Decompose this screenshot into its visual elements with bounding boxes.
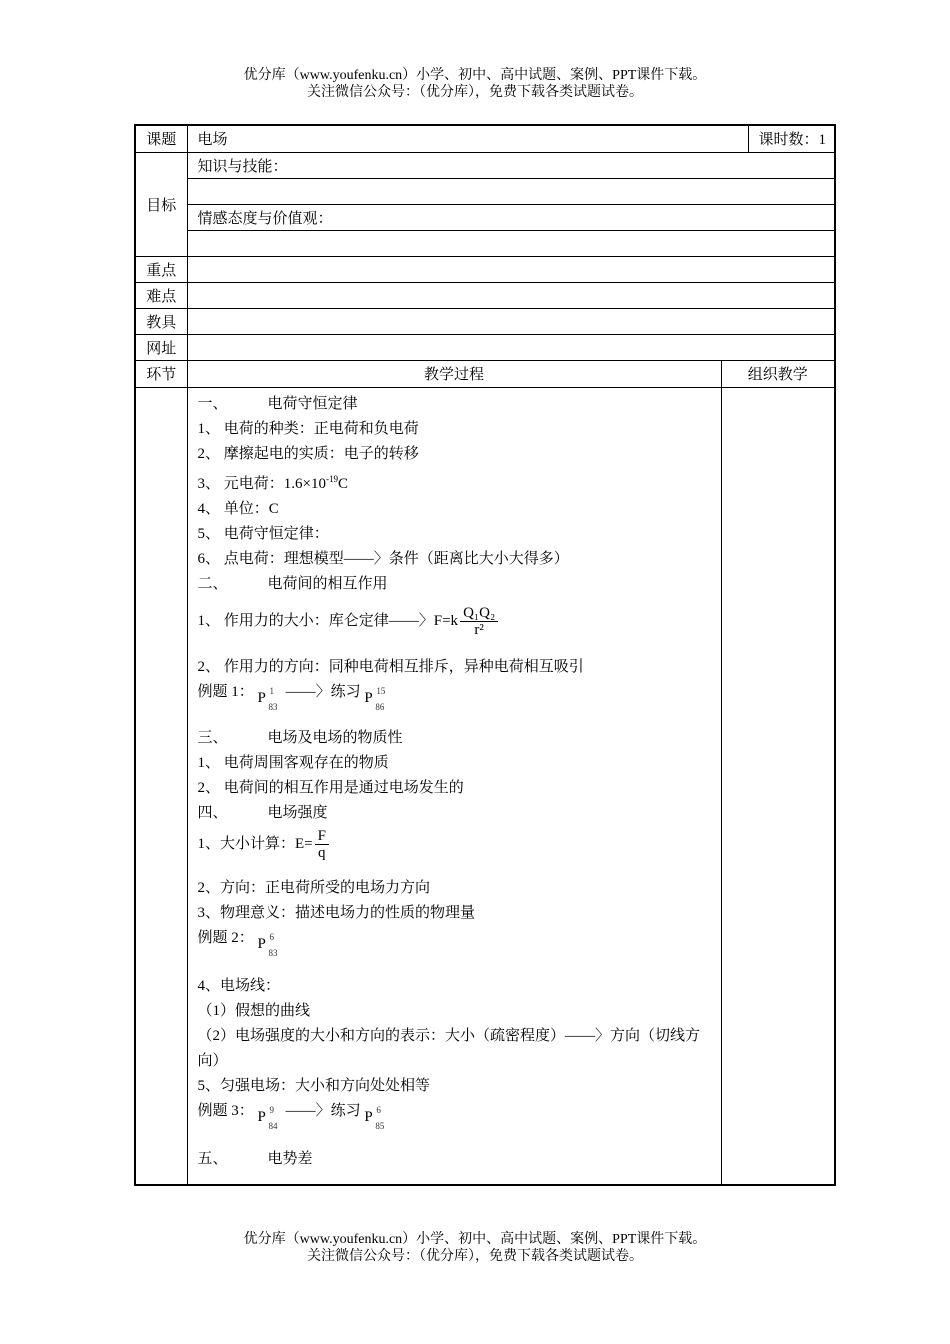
section-3-heading: 三、 电场及电场的物质性 xyxy=(197,729,403,746)
header-line-1: 优分库（www.youfenku.cn）小学、初中、高中试题、案例、PPT课件下载。 xyxy=(243,68,707,83)
s4-item-2: 2、方向：正电荷所受的电场力方向 xyxy=(197,879,431,896)
s4-item-3: 3、物理意义：描述电场力的性质的物理量 xyxy=(197,904,476,921)
col-process-header: 教学过程 xyxy=(187,360,721,387)
key-value xyxy=(187,256,835,282)
tools-label: 教具 xyxy=(135,308,187,334)
s3-item-1: 1、 电荷周围客观存在的物质 xyxy=(197,754,389,771)
s2-item-1: 1、 作用力的大小：库仑定律——〉F=k $\frac{\text{Q₁Q₂}}{\text{r²}}$ xyxy=(198,605,713,655)
page-ref: P 15 86 xyxy=(364,685,386,712)
example-1: 例题 1： P 1 83 ——〉练习 P 15 86 xyxy=(198,680,713,726)
page-ref: P 1 83 xyxy=(257,685,278,712)
goal-emotion-blank xyxy=(187,230,835,256)
section-4-heading: 四、 电场强度 xyxy=(197,804,328,821)
s1-item-1: 1、 电荷的种类：正电荷和负电荷 xyxy=(197,420,419,437)
example-2: 例题 2： P 6 83 xyxy=(198,926,713,974)
page-ref: P 9 84 xyxy=(257,1104,278,1131)
s4-item-4: 4、电场线： xyxy=(197,977,281,994)
footer-line-1: 优分库（www.youfenku.cn）小学、初中、高中试题、案例、PPT课件下载。 xyxy=(243,1232,707,1247)
key-label: 重点 xyxy=(135,256,187,282)
s3-item-2: 2、 电荷间的相互作用是通过电场发生的 xyxy=(197,779,464,796)
s2-item-2: 2、 作用力的方向：同种电荷相互排斥，异种电荷相互吸引 xyxy=(197,658,584,675)
s1-item-4: 4、 单位：C xyxy=(197,500,279,517)
page-header xyxy=(0,67,950,101)
lesson-plan-table xyxy=(134,124,836,1186)
difficulty-label: 难点 xyxy=(135,282,187,308)
section-2-heading: 二、 电荷间的相互作用 xyxy=(197,575,388,592)
page-footer xyxy=(0,1231,950,1265)
s4-item-1: 1、大小计算：E= $\frac{F}{q}$ xyxy=(198,826,713,876)
org-cell xyxy=(721,387,835,1185)
goal-knowledge-blank xyxy=(187,178,835,204)
goal-knowledge: 知识与技能： xyxy=(187,152,835,178)
page-ref: P 6 85 xyxy=(364,1104,385,1131)
url-label: 网址 xyxy=(135,334,187,360)
field-strength-fraction: $\frac{F}{q}$ xyxy=(315,828,329,861)
topic-value: 电场 xyxy=(187,125,748,152)
goal-emotion: 情感态度与价值观： xyxy=(187,204,835,230)
header-line-2: 关注微信公众号：（优分库），免费下载各类试题试卷。 xyxy=(307,85,643,100)
example-3: 例题 3： P 9 84 ——〉练习 P 6 85 xyxy=(198,1099,713,1147)
s1-item-2: 2、 摩擦起电的实质：电子的转移 xyxy=(197,445,419,462)
topic-label: 课题 xyxy=(135,125,187,152)
s1-item-3: 3、 元电荷：$1.6\times 10^{-19}C$ xyxy=(197,473,348,492)
coulomb-fraction: $\frac{\text{Q₁Q₂}}{\text{r²}}$ xyxy=(460,605,498,638)
s1-item-6: 6、 点电荷：理想模型——〉条件（距离比大小大得多） xyxy=(197,550,569,567)
section-5-heading: 五、 电势差 xyxy=(197,1150,313,1167)
s4-item-4-1: （1）假想的曲线 xyxy=(197,1002,311,1019)
process-cell xyxy=(187,387,721,1185)
tools-value xyxy=(187,308,835,334)
goal-label: 目标 xyxy=(135,152,187,256)
s4-item-5: 5、匀强电场：大小和方向处处相等 xyxy=(197,1077,431,1094)
difficulty-value xyxy=(187,282,835,308)
s4-item-4-2: （2）电场强度的大小和方向的表示：大小（疏密程度）——〉方向（切线方向） xyxy=(197,1027,701,1069)
section-1-heading: 一、 电荷守恒定律 xyxy=(197,395,358,412)
page-ref: P 6 83 xyxy=(257,931,278,958)
s1-item-5: 5、 电荷守恒定律： xyxy=(197,525,329,542)
hours-label: 课时数：1 xyxy=(748,125,835,152)
url-value xyxy=(187,334,835,360)
step-cell xyxy=(135,387,187,1185)
col-org-header: 组织教学 xyxy=(721,360,835,387)
footer-line-2: 关注微信公众号：（优分库），免费下载各类试题试卷。 xyxy=(307,1249,643,1264)
col-step-header: 环节 xyxy=(135,360,187,387)
